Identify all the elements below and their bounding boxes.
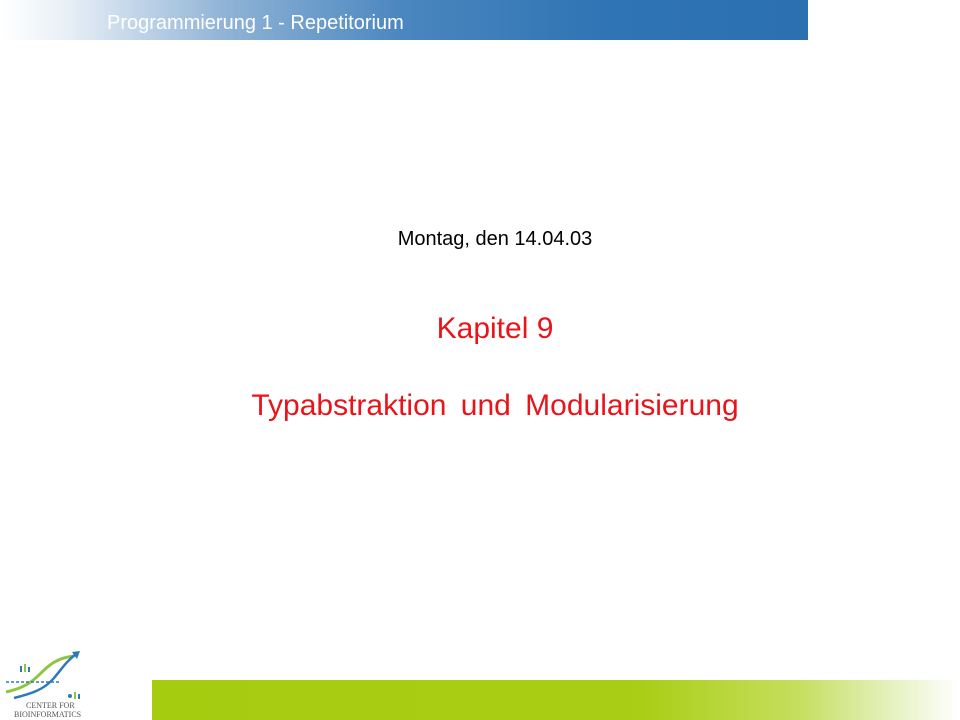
chapter-title: Kapitel 9 (436, 312, 554, 345)
header-title: Programmierung 1 - Repetitorium (107, 12, 404, 34)
logo-text-line2: BIOINFORMATICS (14, 710, 82, 719)
bioinformatics-logo-icon (0, 648, 130, 720)
chapter-topic: Typabstraktion und Modularisierung (251, 389, 739, 422)
footer-bar (152, 680, 960, 720)
header-bar (0, 0, 808, 40)
logo-text-line1: CENTER FOR (26, 701, 75, 710)
slide-date: Montag, den 14.04.03 (397, 228, 593, 250)
